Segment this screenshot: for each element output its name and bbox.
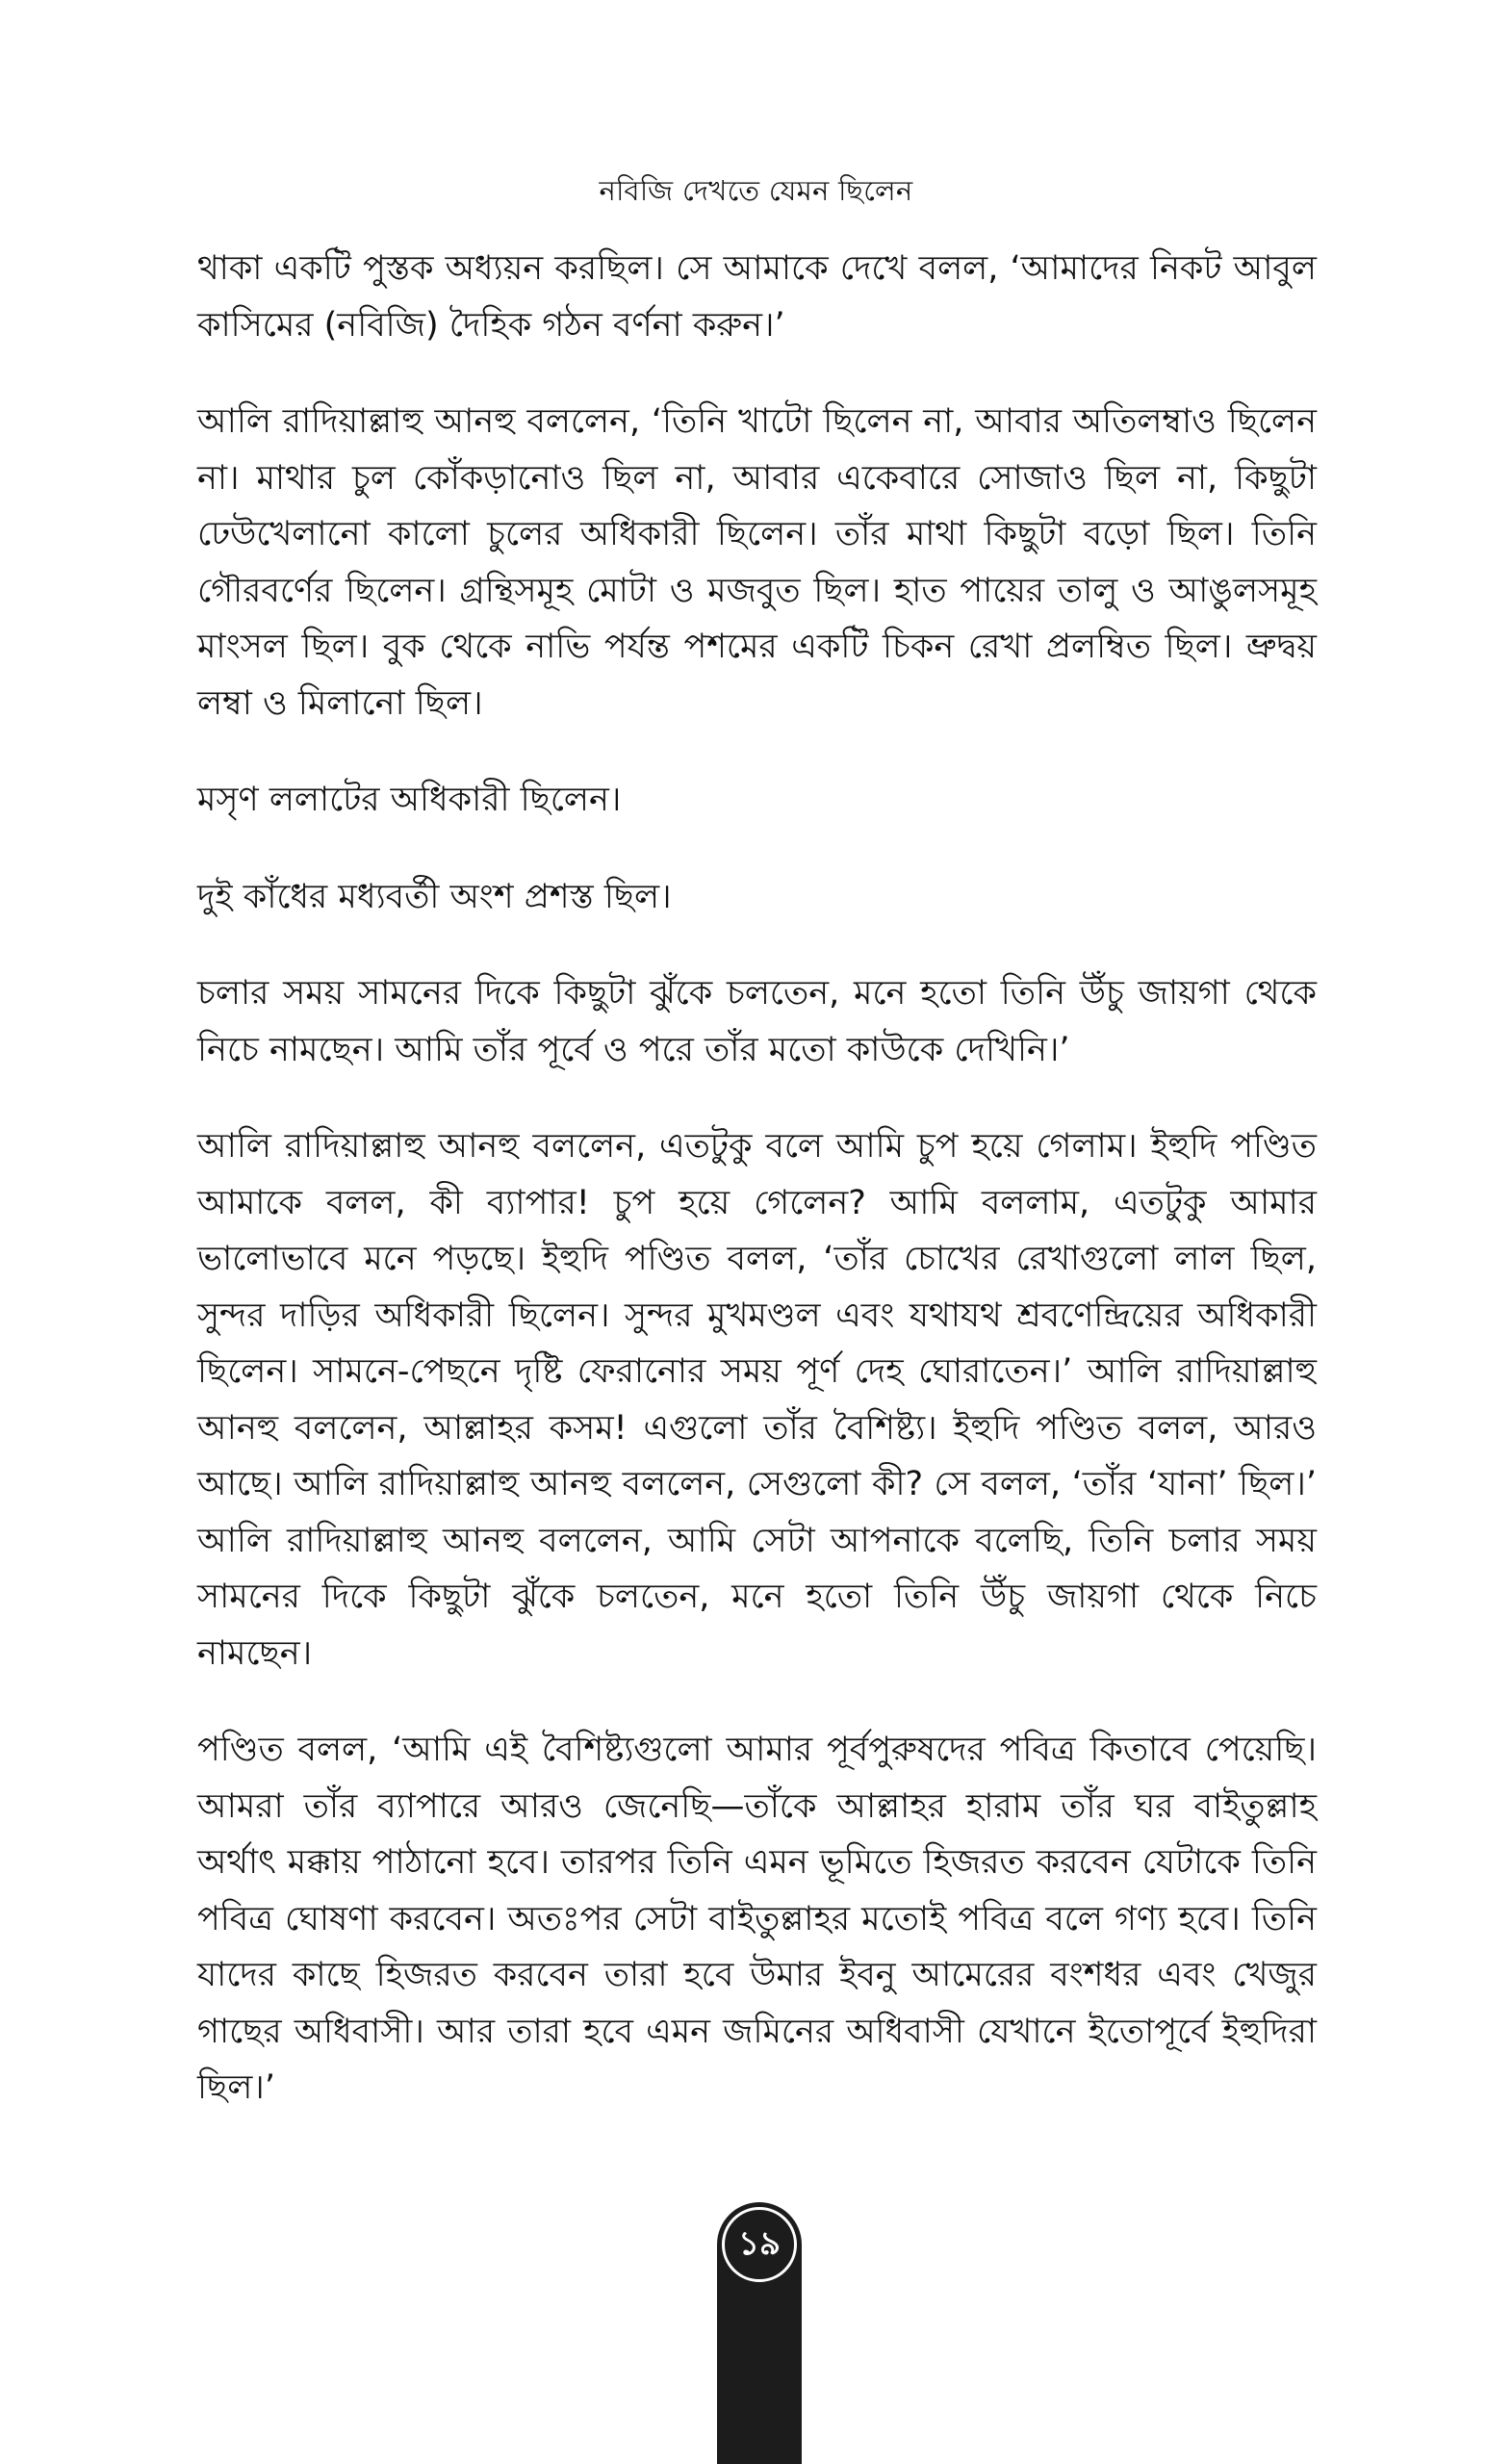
paragraph-5: চলার সময় সামনের দিকে কিছুটা ঝুঁকে চলতেন, মনে হতো তিনি উঁচু জায়গা থেকে নিচে নামছেন। আমি তাঁর পূর্বে ও পরে তাঁর মতো কাউকে দেখিনি।’ <box>197 974 1317 1069</box>
body-text <box>197 241 1317 2157</box>
page-number: ১৯ <box>722 2207 797 2282</box>
paragraph-2: আলি রাদিয়াল্লাহু আনহু বললেন, ‘তিনি খাটো ছিলেন না, আবার অতিলম্বাও ছিলেন না। মাথার চুল কোঁকড়ানোও ছিল না, আবার একেবারে সোজাও ছিল না, কিছুটা ঢেউখেলানো কালো চুলের অধিকারী ছিলেন। তাঁর মাথা কিছুটা বড়ো ছিল। তিনি গৌরবর্ণের ছিলেন। গ্রন্থিসমূহ মোটা ও মজবুত ছিল। হাত পায়ের তালু ও আঙুলসমূহ মাংসল ছিল। বুক থেকে নাভি পর্যন্ত পশমের একটি চিকন রেখা প্রলম্বিত ছিল। ভ্রুদ্বয় লম্বা ও মিলানো ছিল। <box>197 402 1317 723</box>
paragraph-3: মসৃণ ললাটের অধিকারী ছিলেন। <box>197 781 622 819</box>
paragraph-1: থাকা একটি পুস্তক অধ্যয়ন করছিল। সে আমাকে দেখে বলল, ‘আমাদের নিকট আবুল কাসিমের (নবিজি) দৈহিক গঠন বর্ণনা করুন।’ <box>197 249 1317 345</box>
paragraph-7: পণ্ডিত বলল, ‘আমি এই বৈশিষ্ট্যগুলো আমার পূর্বপুরুষদের পবিত্র কিতাবে পেয়েছি। আমরা তাঁর ব্যাপারে আরও জেনেছি—তাঁকে আল্লাহর হারাম তাঁর ঘর বাইতুল্লাহ অর্থাৎ মক্কায় পাঠানো হবে। তারপর তিনি এমন ভূমিতে হিজরত করবেন যেটাকে তিনি পবিত্র ঘোষণা করবেন। অতঃপর সেটা বাইতুল্লাহর মতোই পবিত্র বলে গণ্য হবে। তিনি যাদের কাছে হিজরত করবেন তারা হবে উমার ইবনু আমেরের বংশধর এবং খেজুর গাছের অধিবাসী। আর তারা হবে এমন জমিনের অধিবাসী যেখানে ইতোপূর্বে ইহুদিরা ছিল।’ <box>197 1731 1317 2107</box>
paragraph-4: দুই কাঁধের মধ্যবর্তী অংশ প্রশস্ত ছিল। <box>197 877 672 916</box>
paragraph-6: আলি রাদিয়াল্লাহু আনহু বললেন, এতটুকু বলে আমি চুপ হয়ে গেলাম। ইহুদি পণ্ডিত আমাকে বলল, কী ব্যাপার! চুপ হয়ে গেলেন? আমি বললাম, এতটুকু আমার ভালোভাবে মনে পড়ছে। ইহুদি পণ্ডিত বলল, ‘তাঁর চোখের রেখাগুলো লাল ছিল, সুন্দর দাড়ির অধিকারী ছিলেন। সুন্দর মুখমণ্ডল এবং যথাযথ শ্রবণেন্দ্রিয়ের অধিকারী ছিলেন। সামনে-পেছনে দৃষ্টি ফেরানোর সময় পূর্ণ দেহ ঘোরাতেন।’ আলি রাদিয়াল্লাহু আনহু বললেন, আল্লাহর কসম! এগুলো তাঁর বৈশিষ্ট্য। ইহুদি পণ্ডিত বলল, আরও আছে। আলি রাদিয়াল্লাহু আনহু বললেন, সেগুলো কী? সে বলল, ‘তাঁর ‘যানা’ ছিল।’ আলি রাদিয়াল্লাহু আনহু বললেন, আমি সেটা আপনাকে বলেছি, তিনি চলার সময় সামনের দিকে কিছুটা ঝুঁকে চলতেন, মনে হতো তিনি উঁচু জায়গা থেকে নিচে নামছেন। <box>197 1127 1317 1673</box>
running-header-title: নবিজি দেখতে যেমন ছিলেন <box>599 174 913 207</box>
